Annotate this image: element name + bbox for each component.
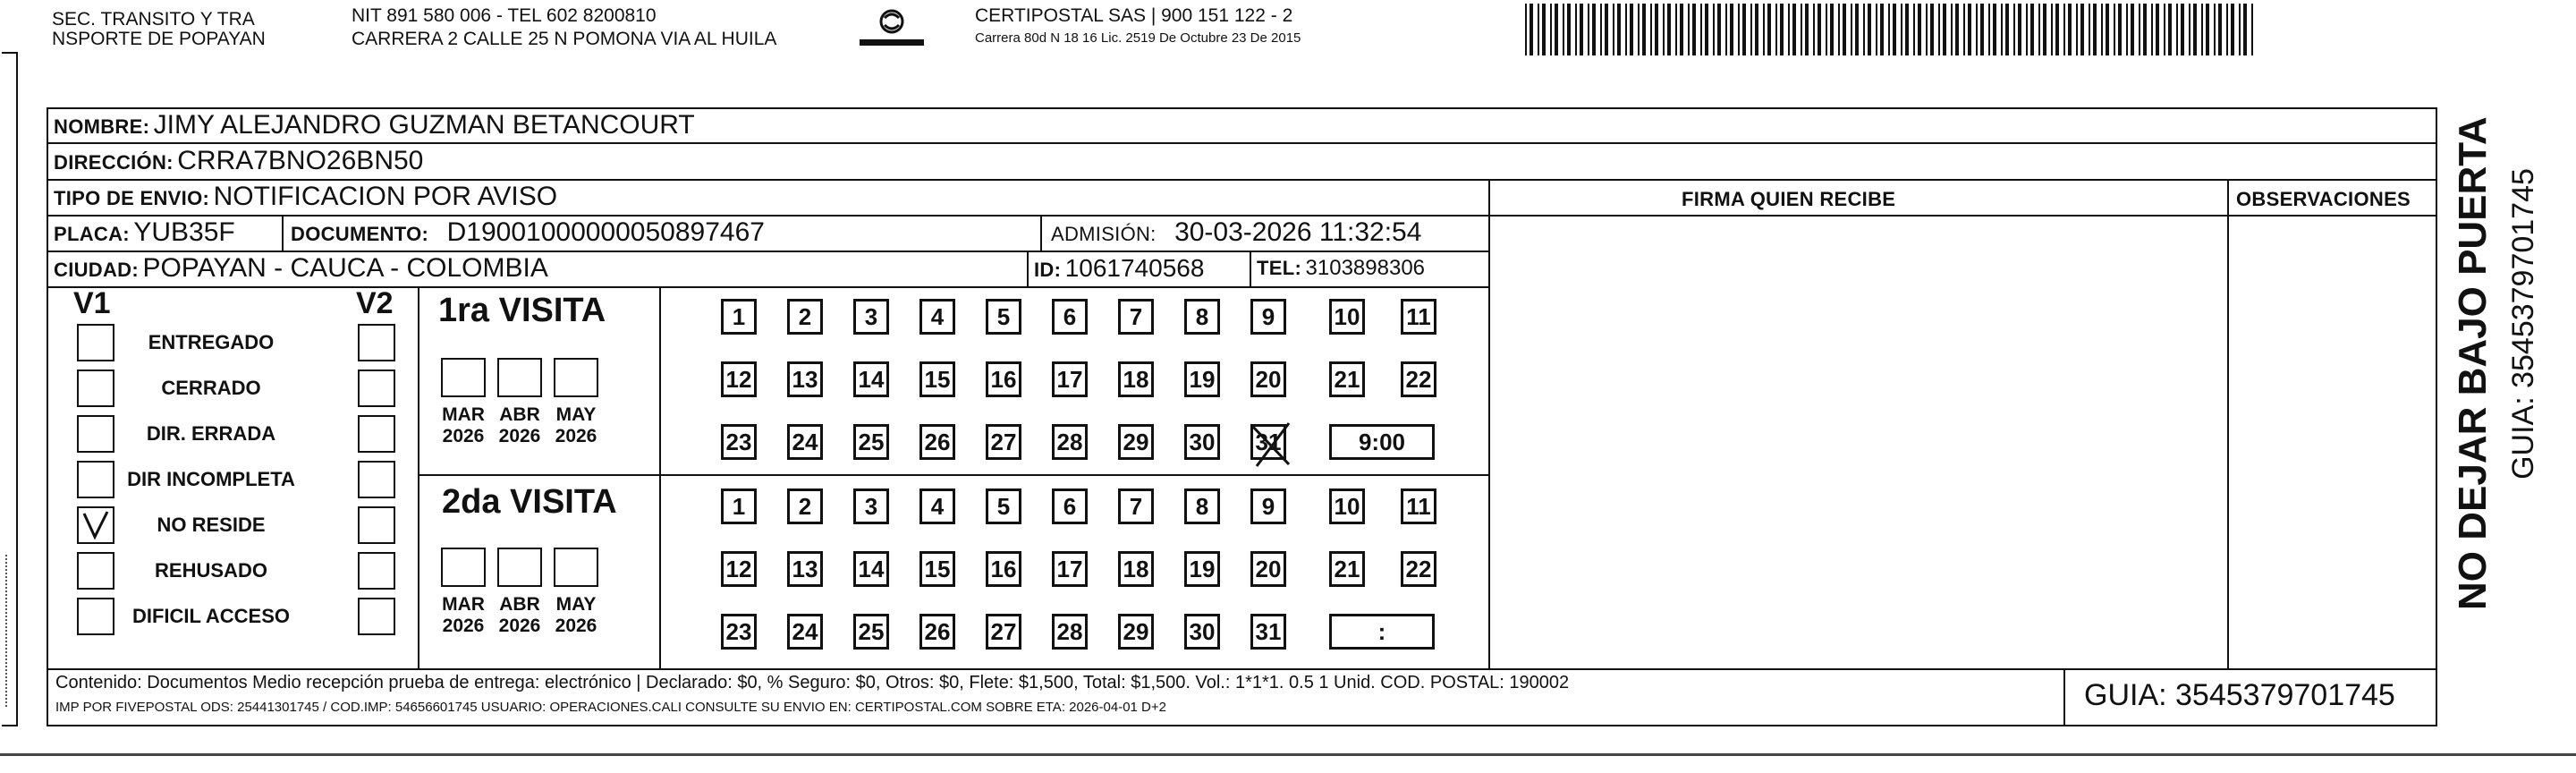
barcode-bar [2030,4,2034,55]
barcode-bar [2239,4,2241,55]
guia-footer: GUIA: 3545379701745 [2084,678,2395,712]
month-label: ABR [499,594,540,615]
barcode-bar [1901,4,1902,55]
day-box[interactable]: 28 [1052,424,1088,460]
barcode-bar [1980,4,1984,55]
barcode-bar [1730,4,1733,55]
barcode-bar [1792,4,1796,55]
barcode-bar [1542,4,1546,55]
barcode-bar [2156,4,2159,55]
day-box[interactable]: 7 [1118,488,1154,524]
barcode [1525,4,2258,59]
barcode-bar [2043,4,2046,55]
day-box[interactable]: 4 [919,299,955,335]
barcode-bar [1555,4,1558,55]
barcode-bar [2164,4,2165,55]
barcode-bar [2206,4,2209,55]
second-visit-label: 2da VISITA [442,483,617,521]
barcode-bar [1851,4,1852,55]
address-line: CARRERA 2 CALLE 25 N POMONA VIA AL HUILA [352,29,777,49]
barcode-bar [1818,4,1821,55]
documento-label: DOCUMENTO: [291,223,429,245]
day-box[interactable]: 12 [721,551,757,587]
barcode-bar [2001,4,2003,55]
placa-value: YUB35F [133,217,235,247]
barcode-bar [2018,4,2021,55]
day-box[interactable]: 22 [1401,361,1436,397]
company-subline: Carrera 80d N 18 16 Lic. 2519 De Octubre 23 De 2015 [975,30,1301,46]
barcode-bar [1700,4,1702,55]
barcode-bar [2118,4,2122,55]
nombre-label: NOMBRE: [54,115,150,138]
tipo-value: NOTIFICACION POR AVISO [213,182,558,211]
day-box[interactable]: 15 [919,361,955,397]
day-box[interactable]: 25 [853,614,889,650]
barcode-bar [1855,4,1859,55]
barcode-bar [1767,4,1771,55]
barcode-bar [2151,4,2153,55]
barcode-bar [2051,4,2053,55]
day-box[interactable]: 7 [1118,299,1154,335]
placa-label: PLACA: [54,223,130,245]
admision-row [1051,215,1421,255]
time-box[interactable]: 9:00 [1329,424,1435,460]
barcode-bar [2214,4,2216,55]
v2-checkbox[interactable] [358,552,395,590]
barcode-bar [1813,4,1815,55]
year-label: 2026 [442,426,485,446]
barcode-bar [1913,4,1915,55]
year-label: 2026 [555,616,597,636]
day-box[interactable]: 20 [1250,361,1286,397]
tel-value: 3103898306 [1305,256,1426,280]
status-label: DIR INCOMPLETA [127,468,295,490]
tipo-label: TIPO DE ENVIO: [54,187,210,209]
admision-label: ADMISIÓN: [1051,223,1157,245]
day-box[interactable]: 5 [986,299,1021,335]
company-line: CERTIPOSTAL SAS | 900 151 122 - 2 [975,5,1293,26]
day-box[interactable]: 4 [919,488,955,524]
day-box[interactable]: 23 [721,424,757,460]
barcode-bar [2176,4,2178,55]
v2-checkbox[interactable] [358,324,395,361]
barcode-bar [1550,4,1552,55]
day-box[interactable]: 29 [1118,614,1154,650]
month-label: MAY [555,404,597,425]
year-label: 2026 [555,426,597,446]
day-box[interactable]: 9 [1250,299,1286,335]
month-checkbox[interactable] [497,358,542,397]
barcode-bar [1655,4,1658,55]
barcode-bar [2181,4,2184,55]
month-checkbox[interactable] [554,548,598,587]
day-box[interactable]: 1 [721,299,757,335]
barcode-bar [1738,4,1740,55]
barcode-bar [1788,4,1790,55]
barcode-bar [1638,4,1640,55]
day-box[interactable]: 17 [1052,551,1088,587]
status-label: DIR. ERRADA [146,422,276,445]
day-box[interactable]: 24 [787,424,823,460]
month-label: MAR [442,404,485,425]
day-box[interactable]: 1 [721,488,757,524]
barcode-bar [1688,4,1690,55]
barcode-bar [1780,4,1784,55]
firma-label: FIRMA QUIEN RECIBE [1682,188,1896,210]
day-box[interactable]: 30 [1184,614,1220,650]
year-label: 2026 [442,616,485,636]
barcode-bar [2026,4,2028,55]
barcode-bar [1905,4,1909,55]
first-visit-label: 1ra VISITA [438,292,606,329]
day-box[interactable]: 10 [1329,299,1365,335]
year-label: 2026 [498,426,541,446]
barcode-bar [1930,4,1934,55]
day-box[interactable]: 18 [1118,361,1154,397]
day-box[interactable]: 22 [1401,551,1436,587]
month-label: MAR [442,594,485,615]
barcode-bar [1976,4,1978,55]
barcode-bar [1692,4,1696,55]
barcode-bar [2005,4,2009,55]
ciudad-label: CIUDAD: [54,259,139,281]
v2-checkbox[interactable] [358,598,395,635]
barcode-bar [1613,4,1614,55]
barcode-bar [2168,4,2172,55]
day-box[interactable]: 6 [1052,299,1088,335]
barcode-bar [1705,4,1708,55]
admision-value: 30-03-2026 11:32:54 [1174,217,1422,247]
barcode-bar [2038,4,2040,55]
day-box[interactable]: 12 [721,361,757,397]
day-box[interactable]: 3 [853,488,889,524]
ciudad-row [54,251,548,291]
month-checkbox[interactable] [441,548,486,587]
day-box[interactable]: 11 [1401,488,1436,524]
day-box[interactable]: 16 [986,361,1021,397]
nombre-value: JIMY ALEJANDRO GUZMAN BETANCOURT [153,110,695,140]
barcode-bar [1617,4,1621,55]
ciudad-value: POPAYAN - CAUCA - COLOMBIA [142,253,548,283]
day-box[interactable]: 21 [1329,361,1365,397]
barcode-bar [1675,4,1677,55]
time-box[interactable]: : [1329,614,1435,650]
day-box[interactable]: 8 [1184,488,1220,524]
barcode-bar [2076,4,2078,55]
barcode-bar [2218,4,2222,55]
day-box[interactable]: 24 [787,614,823,650]
observaciones-label: OBSERVACIONES [2236,188,2411,210]
barcode-bar [1642,4,1646,55]
day-box[interactable]: 29 [1118,424,1154,460]
day-box[interactable]: 31 [1250,614,1286,650]
nit-line: NIT 891 580 006 - TEL 602 8200810 [352,5,657,26]
sender-line-2: NSPORTE DE POPAYAN [52,29,266,49]
v2-checkbox[interactable] [358,461,395,498]
barcode-bar [1843,4,1846,55]
barcode-bar [1805,4,1809,55]
barcode-bar [2193,4,2197,55]
barcode-bar [1880,4,1884,55]
barcode-bar [1938,4,1940,55]
status-label: DIFICIL ACCESO [131,605,290,627]
direccion-value: CRRA7BNO26BN50 [177,146,424,175]
no-dejar-bajo-puerta: NO DEJAR BAJO PUERTA [2451,116,2495,610]
day-box[interactable]: 10 [1329,488,1365,524]
barcode-bar [1763,4,1765,55]
year-label: 2026 [498,616,541,636]
barcode-bar [2243,4,2247,55]
barcode-bar [1801,4,1802,55]
barcode-bar [2068,4,2072,55]
barcode-bar [1863,4,1865,55]
id-value: 1061740568 [1064,254,1205,282]
imp-line: IMP POR FIVEPOSTAL ODS: 25441301745 / COD.IMP: 54656601745 USUARIO: OPERACIONES.CALI CONSULTE SU ENVIO EN: CERTIPOSTAL.COM SOBRE ETA: 2026-04-01 D+2 [55,700,1166,715]
day-box[interactable]: 14 [853,361,889,397]
barcode-bar [2131,4,2134,55]
v2-label: V2 [356,286,394,320]
day-box[interactable]: 28 [1052,614,1088,650]
barcode-bar [1826,4,1827,55]
v1-label: V1 [73,286,111,320]
barcode-bar [2126,4,2128,55]
day-box[interactable]: 27 [986,424,1021,460]
barcode-bar [1868,4,1871,55]
barcode-bar [2013,4,2015,55]
barcode-bar [1567,4,1571,55]
day-box[interactable]: 11 [1401,299,1436,335]
barcode-bar [2226,4,2228,55]
barcode-bar [1943,4,1946,55]
barcode-bar [1876,4,1877,55]
barcode-bar [2063,4,2065,55]
barcode-bar [1993,4,1996,55]
barcode-bar [1888,4,1890,55]
tipo-row [54,179,557,219]
barcode-bar [1650,4,1652,55]
day-box[interactable]: 26 [919,424,955,460]
day-box[interactable]: 13 [787,361,823,397]
barcode-bar [1968,4,1971,55]
barcode-bar [1588,4,1589,55]
month-checkbox[interactable] [497,548,542,587]
day-box[interactable]: 16 [986,551,1021,587]
barcode-bar [1525,4,1527,55]
month-label: ABR [499,404,540,425]
v2-checkbox[interactable] [358,415,395,453]
barcode-bar [1838,4,1840,55]
documento-value: D19001000000050897467 [446,217,765,247]
barcode-bar [1918,4,1921,55]
barcode-bar [1955,4,1959,55]
barcode-bar [1592,4,1596,55]
month-checkbox[interactable] [441,358,486,397]
barcode-bar [2089,4,2090,55]
barcode-bar [1563,4,1564,55]
day-box[interactable]: 31 [1250,424,1286,460]
barcode-bar [1580,4,1583,55]
day-box[interactable]: 2 [787,299,823,335]
barcode-bar [1538,4,1539,55]
barcode-bar [1926,4,1928,55]
placa-row [54,215,235,255]
barcode-bar [2114,4,2115,55]
day-box[interactable]: 27 [986,614,1021,650]
day-box[interactable]: 8 [1184,299,1220,335]
barcode-bar [1530,4,1533,55]
barcode-bar [1625,4,1627,55]
v2-checkbox[interactable] [358,370,395,407]
barcode-bar [1775,4,1777,55]
day-box[interactable]: 23 [721,614,757,650]
nombre-row [54,107,695,148]
barcode-bar [2189,4,2190,55]
month-checkbox[interactable] [554,358,598,397]
day-box[interactable]: 21 [1329,551,1365,587]
barcode-bar [1951,4,1953,55]
barcode-bar [2080,4,2084,55]
bottom-rule [0,753,2576,756]
barcode-bar [1893,4,1896,55]
day-box[interactable]: 6 [1052,488,1088,524]
day-box[interactable]: 18 [1118,551,1154,587]
side-guia: GUIA: 3545379701745 [2506,168,2540,480]
tel-label: TEL: [1257,257,1302,279]
barcode-bar [1663,4,1665,55]
day-box[interactable]: 5 [986,488,1021,524]
barcode-bar [1725,4,1727,55]
barcode-bar [2055,4,2059,55]
direccion-label: DIRECCIÓN: [54,151,174,174]
barcode-bar [2106,4,2109,55]
day-box[interactable]: 26 [919,614,955,650]
id-label: ID: [1034,259,1062,281]
cross-out-icon [1248,420,1294,470]
id-row [1034,251,1204,291]
day-box[interactable]: 9 [1250,488,1286,524]
day-box[interactable]: 14 [853,551,889,587]
barcode-bar [1742,4,1746,55]
status-label: ENTREGADO [148,331,275,353]
barcode-bar [1963,4,1965,55]
day-box[interactable]: 3 [853,299,889,335]
day-box[interactable]: 13 [787,551,823,587]
month-label: MAY [555,594,597,615]
v2-checkbox[interactable] [358,506,395,544]
day-box[interactable]: 25 [853,424,889,460]
barcode-bar [2143,4,2147,55]
direccion-row [54,143,423,183]
barcode-bar [1600,4,1602,55]
barcode-bar [1680,4,1683,55]
status-label: NO RESIDE [157,514,266,536]
day-box[interactable]: 17 [1052,361,1088,397]
day-box[interactable]: 19 [1184,361,1220,397]
barcode-bar [2139,4,2140,55]
status-label: CERRADO [161,377,261,399]
barcode-bar [2251,4,2253,55]
tel-row [1257,251,1425,289]
barcode-bar [1750,4,1752,55]
barcode-bar [1667,4,1671,55]
day-box[interactable]: 30 [1184,424,1220,460]
documento-row [291,215,765,255]
barcode-bar [1630,4,1633,55]
certipostal-logo-icon [854,7,929,52]
day-box[interactable]: 20 [1250,551,1286,587]
barcode-bar [2093,4,2097,55]
barcode-bar [1988,4,1990,55]
day-box[interactable]: 19 [1184,551,1220,587]
barcode-bar [2201,4,2203,55]
status-label: REHUSADO [155,559,267,582]
barcode-bar [2231,4,2234,55]
barcode-bar [1575,4,1577,55]
sender-line-1: SEC. TRANSITO Y TRA [52,9,255,30]
barcode-bar [1830,4,1834,55]
contenido-line: Contenido: Documentos Medio recepción prueba de entrega: electrónico | Declarado: $0, % Seguro: $0, Otros: $0, Flete: $1,500, Total: $1,500. Vol.: 1*1*1. 0.5 1 Unid. COD. POSTAL: 190002 [55,673,1570,692]
day-box[interactable]: 15 [919,551,955,587]
barcode-bar [1717,4,1721,55]
day-box[interactable]: 2 [787,488,823,524]
barcode-bar [2101,4,2103,55]
barcode-bar [1713,4,1715,55]
barcode-bar [1755,4,1758,55]
barcode-bar [1605,4,1608,55]
